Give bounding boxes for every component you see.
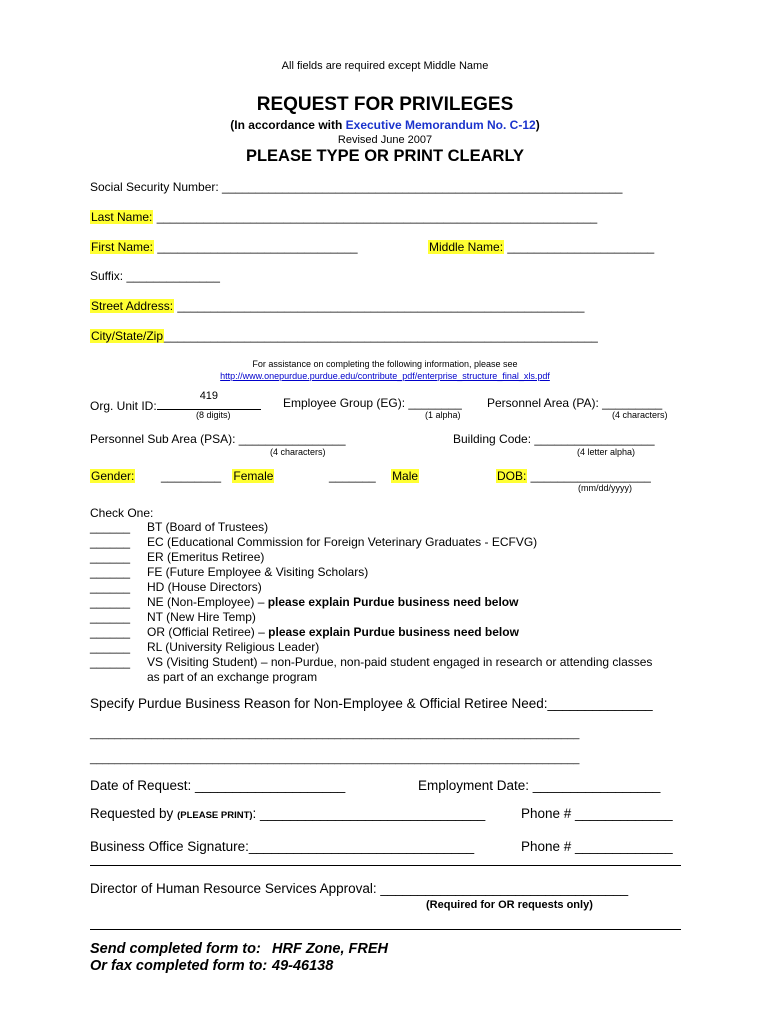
fax-form-label: Or fax completed form to: [90,958,268,974]
gender-label: Gender: [91,469,135,483]
employee-group-hint: (1 alpha) [425,410,461,420]
check-option-blank[interactable]: ______ [90,610,131,624]
personnel-sub-area-field[interactable]: Personnel Sub Area (PSA): ________________ [90,432,346,446]
assistance-link[interactable]: http://www.onepurdue.purdue.edu/contribute_pdf/enterprise_structure_final_xls.pdf [220,371,550,381]
required-for-or-note: (Required for OR requests only) [426,899,593,911]
ssn-label: Social Security Number: [90,180,223,194]
date-of-request-field[interactable]: Date of Request: ____________________ [90,778,346,793]
ssn-field[interactable] [90,180,622,194]
check-option-row[interactable] [90,565,652,580]
street-address-field[interactable] [90,299,584,313]
check-option-blank[interactable]: ______ [90,640,131,654]
building-code-hint: (4 letter alpha) [577,447,636,457]
phone-2-field[interactable]: Phone # _____________ [521,839,673,854]
requested-by-line[interactable]: : ______________________________ [252,806,486,821]
check-option-explain-note: please explain Purdue business need below [267,595,519,609]
check-option-blank[interactable]: ______ [90,580,131,594]
check-option-label: EC (Educational Commission for Foreign Veterinary Graduates - ECFVG) [147,535,538,549]
business-office-signature-field[interactable]: Business Office Signature:______________________________ [90,839,475,854]
middle-name-label: Middle Name: [429,240,504,254]
check-option-label: ER (Emeritus Retiree) [147,550,265,564]
org-unit-field[interactable] [90,390,261,413]
required-note: All fields are required except Middle Name [281,60,489,72]
divider-top [90,865,681,866]
female-label: Female [233,469,274,483]
check-option-label: NT (New Hire Temp) [147,610,256,624]
check-option-label: VS (Visiting Student) – non-Purdue, non-paid student engaged in research or attending classes [147,655,653,669]
check-option-label: BT (Board of Trustees) [147,520,269,534]
middle-name-line[interactable]: ______________________ [504,240,655,254]
personnel-area-field[interactable]: Personnel Area (PA): _________ [487,396,663,410]
employee-group-field[interactable]: Employee Group (EG): ________ [283,396,462,410]
personnel-area-hint: (4 characters) [612,410,668,420]
check-option-row[interactable] [90,625,652,640]
ssn-line[interactable]: ____________________________________________________________ [222,180,623,194]
suffix-field[interactable] [90,269,220,283]
fax-form-value: 49-46138 [272,958,334,974]
business-reason-line-1[interactable]: ________________________________________________________________________________ [90,728,580,740]
check-option-blank[interactable]: ______ [90,565,131,579]
divider-bottom [90,929,681,930]
requested-by-field[interactable] [90,806,485,821]
org-unit-input[interactable] [157,390,261,410]
phone-1-field[interactable]: Phone # _____________ [521,806,673,821]
check-option-row[interactable] [90,610,652,625]
middle-name-field[interactable] [428,240,654,254]
city-state-zip-label: City/State/Zip [91,329,164,343]
first-name-line[interactable]: ______________________________ [154,240,358,254]
check-option-explain-note: please explain Purdue business need below [268,625,519,639]
org-unit-hint: (8 digits) [196,410,231,420]
subtitle [0,118,770,132]
city-state-zip-field[interactable] [90,329,598,343]
last-name-field[interactable] [90,210,597,224]
gender-label-row [90,469,135,483]
suffix-label: Suffix: [90,269,124,283]
check-option-row[interactable] [90,595,652,610]
assistance-text: For assistance on completing the following information, please see [252,359,518,369]
check-option-label: NE (Non-Employee) – [147,595,268,609]
last-name-label: Last Name: [91,210,153,224]
business-reason-line-2[interactable]: ________________________________________________________________________________ [90,753,580,765]
assistance-link-row [0,371,770,381]
dob-hint: (mm/dd/yyyy) [578,483,632,493]
check-option-row[interactable] [90,520,652,535]
check-option-blank[interactable]: ______ [90,535,131,549]
check-option-row[interactable] [90,550,652,565]
building-code-field[interactable]: Building Code: __________________ [453,432,655,446]
subtitle-prefix: (In accordance with [230,118,346,132]
please-print-note: (PLEASE PRINT) [177,810,253,821]
requested-by-label: Requested by [90,806,178,821]
revised-date: Revised June 2007 [337,134,433,146]
check-option-blank[interactable]: ______ [90,595,131,609]
last-name-line[interactable]: __________________________________________________________________ [153,210,598,224]
first-name-field[interactable] [90,240,358,254]
check-option-row[interactable] [90,640,652,655]
director-approval-field[interactable]: Director of Human Resource Services Approval: _________________________________ [90,881,629,896]
dob-line[interactable]: __________________ [527,469,651,483]
vs-continuation: as part of an exchange program [147,670,318,684]
subtitle-suffix: ) [535,118,540,132]
dob-label: DOB: [497,469,527,483]
male-blank[interactable]: _______ [329,469,376,483]
check-option-row[interactable] [90,535,652,550]
check-option-row[interactable] [90,655,652,670]
suffix-line[interactable]: ______________ [123,269,220,283]
employment-date-field[interactable]: Employment Date: _________________ [418,778,661,793]
page-title: REQUEST FOR PRIVILEGES [256,94,514,115]
business-reason-field[interactable]: Specify Purdue Business Reason for Non-Employee & Official Retiree Need:______________ [90,696,653,711]
print-clearly-heading: PLEASE TYPE OR PRINT CLEARLY [245,147,525,165]
personnel-sub-area-hint: (4 characters) [270,447,326,457]
org-unit-label: Org. Unit ID: [90,399,157,413]
check-one-title: Check One: [90,506,154,520]
check-option-blank[interactable]: ______ [90,655,131,669]
check-option-blank[interactable]: ______ [90,625,131,639]
female-blank[interactable]: _________ [161,469,222,483]
dob-field[interactable] [496,469,651,483]
send-form-label: Send completed form to: [90,941,261,957]
check-option-label: FE (Future Employee & Visiting Scholars) [147,565,369,579]
city-state-zip-line[interactable]: _________________________________________________________________ [164,329,598,343]
send-form-value: HRF Zone, FREH [272,941,388,957]
check-option-label: OR (Official Retiree) – [147,625,269,639]
check-option-label: RL (University Religious Leader) [147,640,320,654]
male-label: Male [392,469,419,483]
check-one-list [90,520,652,670]
street-address-label: Street Address: [91,299,174,313]
org-unit-value: 419 [199,390,219,402]
check-option-blank[interactable]: ______ [90,550,131,564]
check-option-blank[interactable]: ______ [90,520,131,534]
first-name-label: First Name: [91,240,154,254]
male-option[interactable] [329,469,419,483]
check-option-label: HD (House Directors) [147,580,262,594]
female-option[interactable] [161,469,274,483]
street-address-line[interactable]: _____________________________________________________________ [174,299,585,313]
check-option-row[interactable] [90,580,652,595]
memorandum-link[interactable]: Executive Memorandum No. C-12 [345,118,536,132]
